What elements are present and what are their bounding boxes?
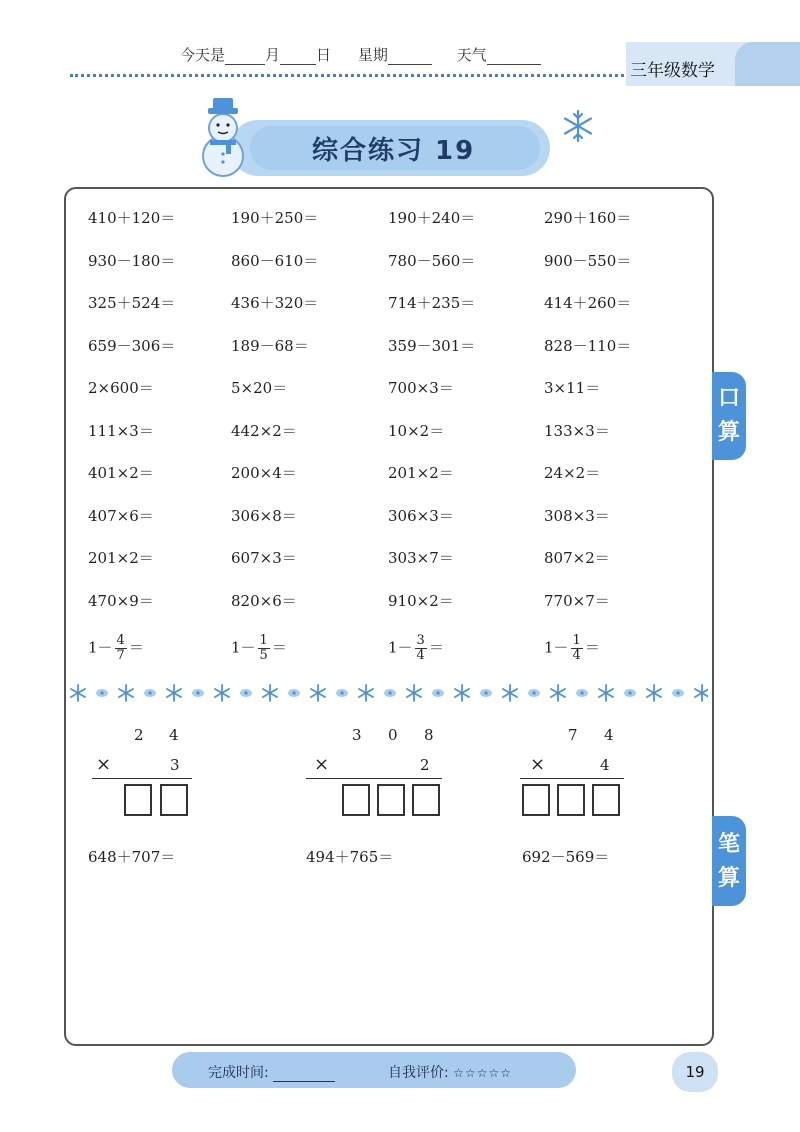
answer-box[interactable]: [124, 784, 152, 816]
diamond-icon: [288, 689, 300, 697]
oral-problem: 407×6＝: [88, 506, 154, 525]
oral-problem: 3×11＝: [544, 379, 601, 397]
written-tab-char-1: 笔: [717, 832, 740, 857]
multiply-sign: ×: [530, 754, 546, 775]
calc-line: [92, 778, 192, 779]
weather-blank[interactable]: [487, 50, 541, 65]
day-label: 日: [316, 46, 332, 64]
grade-label: 三年级数学: [630, 61, 715, 81]
oral-problem: 10×2＝: [388, 421, 445, 440]
multiplier-digit: 3: [170, 756, 180, 774]
answer-box[interactable]: [160, 784, 188, 816]
answer-box[interactable]: [377, 784, 405, 816]
oral-calc-tab[interactable]: [712, 372, 746, 460]
oral-problem: 807×2＝: [544, 549, 610, 567]
oral-problem: 133×3＝: [544, 421, 610, 440]
oral-problem: 714＋235＝: [388, 294, 476, 312]
oral-problem: 930－180＝: [88, 251, 176, 270]
fraction-numerator: 4: [116, 633, 125, 648]
fraction-equals: ＝: [128, 638, 144, 657]
oral-tab-char-2: 算: [717, 420, 740, 445]
multiplier-digit: 2: [420, 756, 430, 774]
oral-problem: 201×2＝: [88, 549, 154, 567]
oral-problem: 306×3＝: [388, 506, 454, 525]
answer-box[interactable]: [522, 784, 550, 816]
diamond-icon: [240, 689, 252, 697]
calc-line: [306, 778, 442, 779]
oral-problem: 24×2＝: [544, 464, 601, 482]
oral-problem: 700×3＝: [388, 379, 454, 397]
month-label: 月: [265, 46, 281, 64]
fraction-equals: ＝: [584, 638, 600, 657]
fraction-denominator: 5: [259, 648, 268, 663]
multiplicand-digit: 3: [352, 726, 362, 744]
weather-label: 天气: [456, 46, 487, 64]
page-header: [0, 0, 800, 95]
date-prefix: 今天是: [180, 46, 226, 64]
diamond-icon: [336, 689, 348, 697]
fraction-denominator: 4: [572, 648, 581, 663]
oral-problem: 190＋250＝: [231, 209, 319, 227]
oral-problem: 828－110＝: [544, 336, 632, 355]
diamond-icon: [624, 689, 636, 697]
fraction-numerator: 1: [259, 633, 268, 648]
fraction-whole: 1－: [231, 638, 256, 657]
oral-problem: 200×4＝: [231, 464, 297, 482]
oral-problem: 5×20＝: [231, 379, 288, 397]
oral-problem: 910×2＝: [388, 591, 454, 610]
multiplicand-digit: 4: [169, 726, 179, 744]
oral-problem: 189－68＝: [231, 336, 309, 355]
diamond-icon: [528, 689, 540, 697]
fraction: [258, 634, 270, 663]
fraction-problem: [88, 634, 144, 663]
answer-box[interactable]: [557, 784, 585, 816]
written-calc-tab[interactable]: [712, 816, 746, 906]
weekday-label: 星期: [357, 46, 388, 64]
oral-problem: 201×2＝: [388, 464, 454, 482]
oral-problem: 414＋260＝: [544, 294, 632, 312]
multiplicand-digit: 4: [604, 726, 614, 744]
diamond-icon: [384, 689, 396, 697]
snowflake-icon: [455, 685, 469, 701]
snowflake-icon: [311, 685, 325, 701]
fraction-denominator: 4: [416, 648, 425, 663]
multiply-sign: ×: [96, 754, 112, 775]
multiplicand-digit: 0: [388, 726, 398, 744]
diamond-icon: [144, 689, 156, 697]
oral-problem: 401×2＝: [88, 464, 154, 482]
written-tab-char-2: 算: [717, 866, 740, 891]
fraction: [571, 634, 583, 663]
page-title: 综合练习 19: [312, 136, 476, 166]
oral-problem: 780－560＝: [388, 251, 476, 270]
date-line: [180, 44, 541, 65]
multiplicand-digit: 2: [134, 726, 144, 744]
diamond-icon: [432, 689, 444, 697]
oral-problem: 820×6＝: [231, 591, 297, 610]
rating-label: 自我评价:: [388, 1065, 449, 1081]
diamond-icon: [96, 689, 108, 697]
fraction-numerator: 1: [572, 633, 581, 648]
fraction: [415, 634, 427, 663]
rating-stars[interactable]: ☆☆☆☆☆: [453, 1066, 512, 1080]
snowman-icon: [190, 98, 256, 178]
oral-problem: 308×3＝: [544, 506, 610, 525]
day-blank[interactable]: [280, 50, 316, 65]
oral-problem: 770×7＝: [544, 591, 610, 610]
oral-problem: 442×2＝: [231, 421, 297, 440]
month-blank[interactable]: [225, 50, 265, 65]
snowflake-icon: [359, 685, 373, 701]
snowflake-icon: [167, 685, 181, 701]
answer-box[interactable]: [342, 784, 370, 816]
oral-problem: 659－306＝: [88, 336, 176, 355]
oral-tab-char-1: 口: [717, 386, 740, 411]
snowflake-icon: [215, 685, 229, 701]
time-blank[interactable]: [273, 1069, 335, 1082]
snowflake-icon: [599, 685, 613, 701]
self-rating: [388, 1062, 512, 1082]
oral-problem: 860－610＝: [231, 251, 319, 270]
fraction-whole: 1－: [544, 638, 569, 657]
fraction-problem: [388, 634, 444, 663]
grade-tab-decoration: [735, 42, 800, 86]
oral-problem: 290＋160＝: [544, 209, 632, 227]
calc-line: [520, 778, 624, 779]
snowflake-icon: [407, 685, 421, 701]
written-problem: 648＋707＝: [88, 848, 176, 866]
multiply-sign: ×: [314, 754, 330, 775]
snowflake-icon: [71, 685, 85, 701]
oral-problem: 359－301＝: [388, 336, 476, 355]
exercise-panel: [64, 187, 714, 1046]
oral-problem: 190＋240＝: [388, 209, 476, 227]
oral-problem: 111×3＝: [88, 421, 154, 440]
diamond-icon: [672, 689, 684, 697]
snowflake-separator: [66, 683, 708, 703]
snowflake-icon: [647, 685, 661, 701]
snowflake-icon: [119, 685, 133, 701]
oral-problem: 470×9＝: [88, 591, 154, 610]
written-problem: 494＋765＝: [306, 848, 394, 866]
answer-box[interactable]: [592, 784, 620, 816]
oral-problem: 900－550＝: [544, 251, 632, 270]
oral-problem: 303×7＝: [388, 549, 454, 567]
fraction-numerator: 3: [416, 633, 425, 648]
diamond-icon: [576, 689, 588, 697]
answer-box[interactable]: [412, 784, 440, 816]
multiplicand-digit: 8: [424, 726, 434, 744]
completion-time: [208, 1062, 335, 1082]
header-divider: [70, 74, 630, 77]
snowflake-icon: [263, 685, 277, 701]
fraction-equals: ＝: [428, 638, 444, 657]
oral-problem: 306×8＝: [231, 506, 297, 525]
fraction-problem: [231, 634, 287, 663]
oral-problem: 607×3＝: [231, 549, 297, 567]
fraction-whole: 1－: [88, 638, 113, 657]
oral-problem: 410＋120＝: [88, 209, 176, 227]
oral-problem: 436＋320＝: [231, 294, 319, 312]
time-label: 完成时间:: [208, 1065, 269, 1081]
fraction-denominator: 7: [116, 648, 125, 663]
fraction-problem: [544, 634, 600, 663]
multiplier-digit: 4: [600, 756, 610, 774]
diamond-icon: [192, 689, 204, 697]
oral-problem: 2×600＝: [88, 379, 154, 397]
snowflake-icon: [551, 685, 565, 701]
written-problem: 692－569＝: [522, 848, 610, 866]
snowflake-icon: [503, 685, 517, 701]
snowflake-icon: [695, 685, 708, 701]
fraction: [115, 634, 127, 663]
diamond-icon: [480, 689, 492, 697]
oral-problem: 325＋524＝: [88, 294, 176, 312]
fraction-equals: ＝: [271, 638, 287, 657]
weekday-blank[interactable]: [388, 50, 432, 65]
multiplicand-digit: 7: [568, 726, 578, 744]
page-number: 19: [672, 1052, 718, 1092]
fraction-whole: 1－: [388, 638, 413, 657]
snowflake-icon: [560, 108, 596, 144]
